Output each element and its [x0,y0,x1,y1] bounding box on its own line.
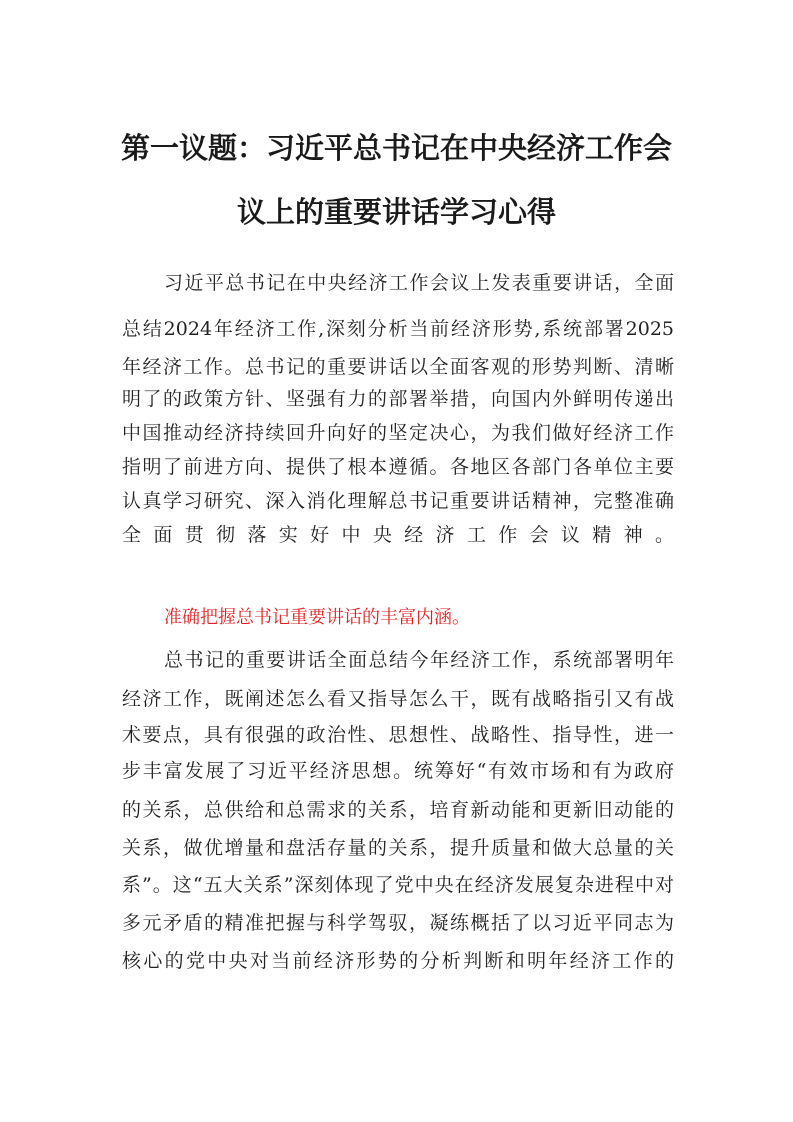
paragraph-1-line: 总结2024年经济工作,深刻分析当前经济形势,系统部署2025 [122,318,674,340]
paragraph-1-line: 年经济工作。总书记的重要讲话以全面客观的形势判断、清晰 [122,356,674,378]
paragraph-2-line: 总书记的重要讲话全面总结今年经济工作，系统部署明年 [164,649,674,671]
paragraph-1-line: 指明了前进方向、提供了根本遵循。各地区各部门各单位主要 [122,456,674,478]
paragraph-2-line: 系”。这“五大关系”深刻体现了党中央在经济发展复杂进程中对 [122,874,674,896]
paragraph-2-line: 术要点，具有很强的政治性、思想性、战略性、指导性，进一 [122,724,674,746]
paragraph-2-line: 经济工作，既阐述怎么看又指导怎么干，既有战略指引又有战 [122,688,674,710]
paragraph-1-line: 中国推动经济持续回升向好的坚定决心，为我们做好经济工作 [122,422,674,444]
paragraph-2-line: 多元矛盾的精准把握与科学驾驭，凝练概括了以习近平同志为 [122,912,674,934]
document-title-line-2: 议上的重要讲话学习心得 [236,195,556,229]
document-title-line-1: 第一议题：习近平总书记在中央经济工作会 [120,131,672,165]
paragraph-1-line: 明了的政策方针、坚强有力的部署举措，向国内外鲜明传递出 [122,388,674,410]
paragraph-2-line: 的关系，总供给和总需求的关系，培育新动能和更新旧动能的 [122,799,674,821]
paragraph-1-line: 习近平总书记在中央经济工作会议上发表重要讲话，全面 [164,272,674,294]
paragraph-2-line: 步丰富发展了习近平经济思想。统筹好“有效市场和有为政府 [122,760,674,782]
paragraph-1-line: 全面贯彻落实好中央经济工作会议精神。 [122,524,674,546]
paragraph-1-line: 认真学习研究、深入消化理解总书记重要讲话精神，完整准确 [122,490,674,512]
paragraph-2-line: 关系，做优增量和盘活存量的关系，提升质量和做大总量的关 [122,837,674,859]
section-heading: 准确把握总书记重要讲话的丰富内涵。 [164,607,470,628]
paragraph-2-line: 核心的党中央对当前经济形势的分析判断和明年经济工作的 [122,950,674,972]
